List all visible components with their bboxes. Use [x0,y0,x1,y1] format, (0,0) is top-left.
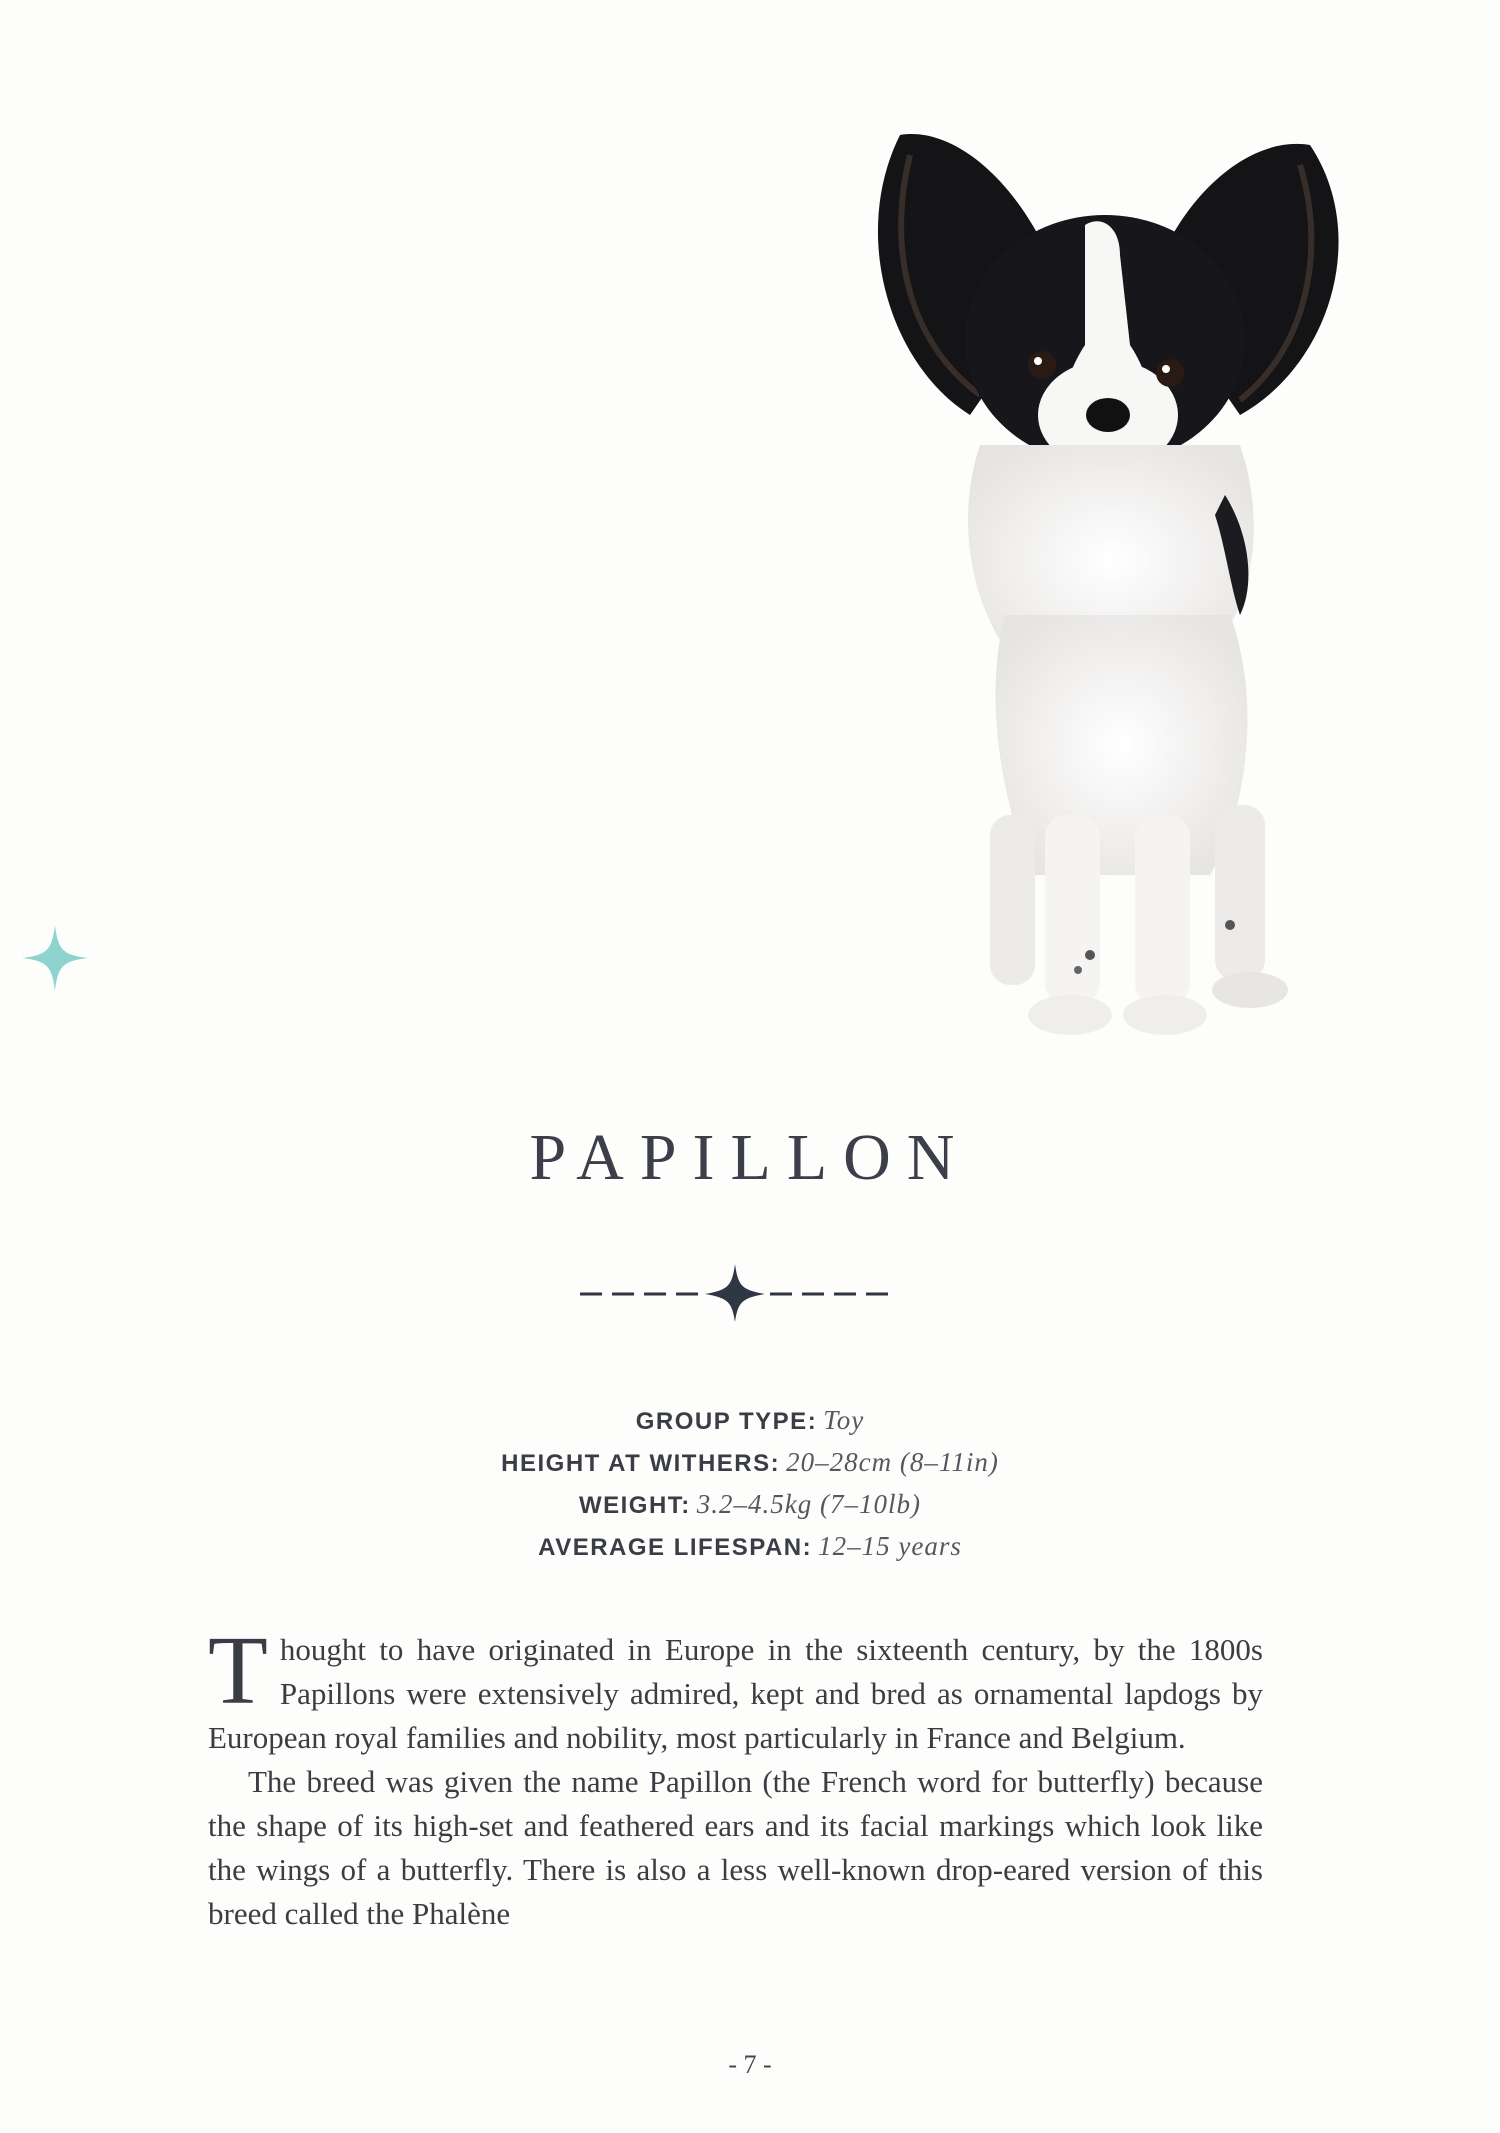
sparkle-icon [22,925,88,991]
fact-label: WEIGHT: [578,1492,691,1519]
fact-height [0,1442,1500,1484]
page-number: - 7 - [728,2050,772,2079]
fact-value: 20–28cm (8–11in) [786,1447,999,1477]
paragraph-text: hought to have originated in Europe in the sixteenth century, by the 1800s Papillons were extensively admired, kept and bred as ornamental lapdogs by European royal families and nobility, most particularly in France and Belgium. [208,1632,1263,1755]
fact-value: Toy [823,1405,865,1435]
fact-label: AVERAGE LIFESPAN: [538,1534,813,1561]
fact-weight [0,1484,1500,1526]
fact-label: HEIGHT AT WITHERS: [501,1450,781,1477]
fact-lifespan [0,1526,1500,1568]
fact-group-type [0,1400,1500,1442]
divider-diamond-icon [705,1264,765,1322]
papillon-dog-photo [830,115,1390,1085]
fact-value: 12–15 years [818,1531,962,1561]
fact-value: 3.2–4.5kg (7–10lb) [696,1489,922,1519]
title-divider [570,1262,900,1322]
drop-cap: T [208,1617,268,1725]
paragraph [208,1617,1263,1760]
paragraph: The breed was given the name Papillon (the French word for butterfly) because the shape of its high-set and feathered ears and its facial markings which look like the wings of a butterfly. There is also a less well-known drop-eared version of this breed called the Phalène [208,1764,1263,1931]
breed-facts [0,1400,1500,1568]
body-text [208,1617,1263,1936]
breed-title: PAPILLON [529,1121,971,1194]
fact-label: GROUP TYPE: [635,1408,818,1435]
